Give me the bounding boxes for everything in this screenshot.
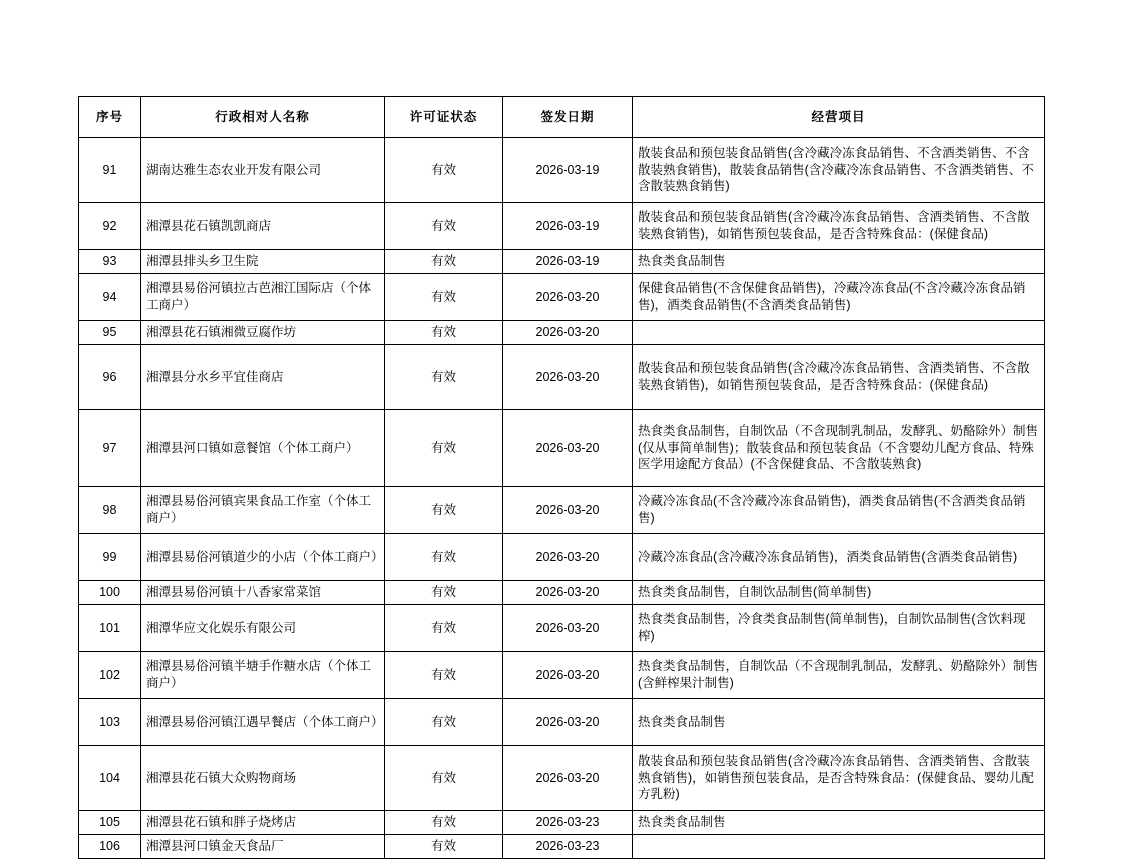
cell-items: 保健食品销售(不含保健食品销售)，冷藏冷冻食品(不含冷藏冷冻食品销售)，酒类食品销售(不含酒类食品销售) [633,274,1045,321]
table-row [79,138,1045,203]
cell-status: 有效 [385,835,503,859]
table-row [79,699,1045,746]
table-row [79,811,1045,835]
table-row [79,746,1045,811]
cell-name: 湘潭县易俗河镇道少的小店（个体工商户） [141,534,385,581]
cell-date: 2026-03-20 [503,274,633,321]
cell-name: 湘潭县易俗河镇拉古芭湘江国际店（个体工商户） [141,274,385,321]
table-row [79,274,1045,321]
cell-seq: 95 [79,321,141,345]
table-header-row [79,97,1045,138]
cell-items: 冷藏冷冻食品(含冷藏冷冻食品销售)，酒类食品销售(含酒类食品销售) [633,534,1045,581]
cell-items: 散装食品和预包装食品销售(含冷藏冷冻食品销售、含酒类销售、含散装熟食销售)，如销售预包装食品，是否含特殊食品：(保健食品、婴幼儿配方乳粉) [633,746,1045,811]
cell-seq: 106 [79,835,141,859]
cell-items: 热食类食品制售，自制饮品（不含现制乳制品，发酵乳、奶酪除外）制售(含鲜榨果汁制售) [633,652,1045,699]
cell-status: 有效 [385,410,503,487]
cell-date: 2026-03-19 [503,250,633,274]
cell-name: 湘潭县河口镇金天食品厂 [141,835,385,859]
cell-status: 有效 [385,534,503,581]
cell-status: 有效 [385,652,503,699]
cell-items: 热食类食品制售 [633,811,1045,835]
cell-status: 有效 [385,203,503,250]
table-row [79,410,1045,487]
cell-seq: 96 [79,345,141,410]
cell-items: 热食类食品制售 [633,250,1045,274]
column-header-status: 许可证状态 [385,97,503,138]
cell-items [633,835,1045,859]
table-row [79,487,1045,534]
cell-status: 有效 [385,487,503,534]
cell-date: 2026-03-20 [503,534,633,581]
license-table [78,96,1045,859]
table-row [79,835,1045,859]
cell-items: 冷藏冷冻食品(不含冷藏冷冻食品销售)，酒类食品销售(不含酒类食品销售) [633,487,1045,534]
column-header-date: 签发日期 [503,97,633,138]
table-row [79,250,1045,274]
cell-items: 散装食品和预包装食品销售(含冷藏冷冻食品销售、含酒类销售、不含散装熟食销售)，如销售预包装食品，是否含特殊食品：(保健食品) [633,345,1045,410]
table-row [79,581,1045,605]
cell-seq: 101 [79,605,141,652]
table-row [79,534,1045,581]
table-header [79,97,1045,138]
cell-name: 湘潭县分水乡平宜佳商店 [141,345,385,410]
cell-status: 有效 [385,138,503,203]
cell-date: 2026-03-20 [503,746,633,811]
cell-status: 有效 [385,345,503,410]
cell-items: 散装食品和预包装食品销售(含冷藏冷冻食品销售、含酒类销售、不含散装熟食销售)，如销售预包装食品，是否含特殊食品：(保健食品) [633,203,1045,250]
cell-seq: 103 [79,699,141,746]
cell-name: 湘潭华应文化娱乐有限公司 [141,605,385,652]
cell-seq: 93 [79,250,141,274]
cell-name: 湘潭县花石镇大众购物商场 [141,746,385,811]
cell-date: 2026-03-20 [503,487,633,534]
cell-status: 有效 [385,274,503,321]
cell-items: 热食类食品制售，自制饮品（不含现制乳制品，发酵乳、奶酪除外）制售(仅从事简单制售)；散装食品和预包装食品（不含婴幼儿配方食品、特殊医学用途配方食品）(不含保健食品、不含散装熟食) [633,410,1045,487]
cell-status: 有效 [385,811,503,835]
table-row [79,605,1045,652]
cell-name: 湘潭县易俗河镇十八香家常菜馆 [141,581,385,605]
cell-items [633,321,1045,345]
cell-date: 2026-03-20 [503,345,633,410]
cell-date: 2026-03-20 [503,321,633,345]
cell-date: 2026-03-20 [503,699,633,746]
column-header-name: 行政相对人名称 [141,97,385,138]
cell-status: 有效 [385,581,503,605]
cell-seq: 94 [79,274,141,321]
cell-seq: 99 [79,534,141,581]
table-row [79,652,1045,699]
cell-name: 湘潭县易俗河镇江遇早餐店（个体工商户） [141,699,385,746]
table-body [79,138,1045,859]
cell-status: 有效 [385,699,503,746]
cell-seq: 104 [79,746,141,811]
cell-items: 散装食品和预包装食品销售(含冷藏冷冻食品销售、不含酒类销售、不含散装熟食销售)，散装食品销售(含冷藏冷冻食品销售、不含酒类销售、不含散装熟食销售) [633,138,1045,203]
cell-items: 热食类食品制售 [633,699,1045,746]
table-row [79,321,1045,345]
cell-date: 2026-03-19 [503,138,633,203]
cell-name: 湘潭县排头乡卫生院 [141,250,385,274]
cell-name: 湘潭县花石镇凯凯商店 [141,203,385,250]
table-row [79,203,1045,250]
cell-name: 湘潭县花石镇和胖子烧烤店 [141,811,385,835]
cell-name: 湖南达雅生态农业开发有限公司 [141,138,385,203]
column-header-seq: 序号 [79,97,141,138]
cell-name: 湘潭县花石镇湘微豆腐作坊 [141,321,385,345]
cell-seq: 102 [79,652,141,699]
cell-date: 2026-03-20 [503,605,633,652]
cell-date: 2026-03-20 [503,410,633,487]
table-row [79,345,1045,410]
cell-name: 湘潭县河口镇如意餐馆（个体工商户） [141,410,385,487]
cell-status: 有效 [385,746,503,811]
cell-items: 热食类食品制售，冷食类食品制售(简单制售)，自制饮品制售(含饮料现榨) [633,605,1045,652]
cell-name: 湘潭县易俗河镇宾果食品工作室（个体工商户） [141,487,385,534]
cell-date: 2026-03-20 [503,581,633,605]
cell-date: 2026-03-20 [503,652,633,699]
cell-name: 湘潭县易俗河镇半塘手作糖水店（个体工商户） [141,652,385,699]
cell-items: 热食类食品制售，自制饮品制售(简单制售) [633,581,1045,605]
cell-status: 有效 [385,250,503,274]
cell-seq: 92 [79,203,141,250]
cell-status: 有效 [385,605,503,652]
cell-status: 有效 [385,321,503,345]
cell-date: 2026-03-23 [503,835,633,859]
cell-seq: 100 [79,581,141,605]
cell-date: 2026-03-19 [503,203,633,250]
column-header-items: 经营项目 [633,97,1045,138]
cell-seq: 98 [79,487,141,534]
cell-seq: 91 [79,138,141,203]
cell-date: 2026-03-23 [503,811,633,835]
cell-seq: 97 [79,410,141,487]
cell-seq: 105 [79,811,141,835]
